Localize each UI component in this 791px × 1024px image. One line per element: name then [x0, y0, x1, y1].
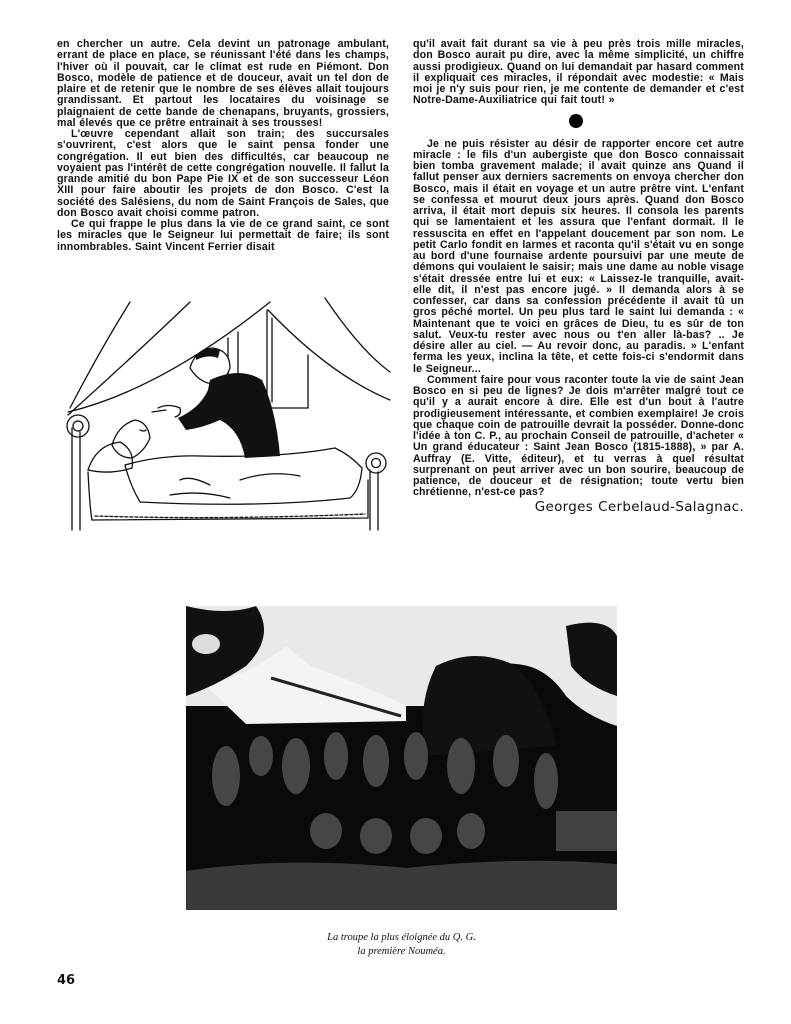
paragraph: L'œuvre cependant allait son train; des succursales s'ouvrirent, c'est alors que le saint pensa fonder une congrégation. Il eut bien des difficultés, car beaucoup ne voyaient pas l'intérêt de cette congrégation nouvelle. Il fallut la grande amitié du bon Pape Pie IX et de son successeur Léon XIII pour faire aboutir les projets de don Bosco. C'est la société des Salésiens, du nom de Saint François de Sales, que don Bosco avait choisi comme patron.: [57, 128, 389, 219]
page-number: 46: [57, 973, 76, 988]
paragraph: Je ne puis résister au désir de rapporter encore cet autre miracle : le fils d'un aubergiste que don Bosco connaissait bien tomba gravement malade; il avait quinze ans Quand il fallut penser aux derniers sacrements on envoya chercher don Bosco, mais il était en voyage et un autre prêtre vint. L'enfant se confessa et mourut deux jours après. Quand don Bosco arriva, il était mort depuis six heures. Il consola les parents qui se lamentaient et les assura que l'enfant dormait. Il le ressuscita en effet en l'appelant doucement par son nom. Le petit Carlo fondit en larmes et raconta qu'il s'était vu en songe au bord d'une fournaise ardente poursuivi par une meute de démons qui voulaient le saisir; mais une dame au noble visage s'était dressée entre lui et eux: « Laissez-le tranquille, avait-elle dit, il n'est pas encore jugé. » Il demanda alors à se confesser, car dans sa confession précédente il avait tû un gros péché mortel. Un peu plus tard le saint lui demanda : « Maintenant que te voici en grâces de Dieu, tu es sûr de ton salut. Veux-tu rester avec nous ou t'en aller là-bas? .. Je désire aller au ciel. — Au revoir donc, au paradis. » L'enfant ferma les yeux, inclina la tête, et cette fois-ci s'endormit dans le Seigneur...: [413, 137, 744, 375]
article-column-left: [57, 39, 389, 253]
curtain-line: [68, 302, 190, 415]
illustration-drawing: [40, 280, 410, 540]
article-column-right: [413, 39, 744, 513]
photo-image: [186, 606, 617, 910]
priest-figure: [178, 348, 280, 458]
paragraph: en chercher un autre. Cela devint un patronage ambulant, errant de place en place, se réunissant l'été dans les champs, l'hiver où il pouvait, car le climat est rude en Piémont. Don Bosco, modèle de patience et de douceur, avait un tel don de plaire et de retenir que le nombre de ses élèves allait toujours grandissant. Et partout les locataires du voisinage se plaignaient de cette bande de chenapans, bruyants, grossiers, mal élevés que ce prêtre entrainait à ses trousses!: [57, 38, 389, 129]
caption-line: La troupe la plus éloignée du Q. G.: [327, 932, 476, 943]
paragraph: Ce qui frappe le plus dans la vie de ce grand saint, ce sont les miracles que le Seigneur lui permettait de faire; ils sont innombrables. Saint Vincent Ferrier disait: [57, 218, 389, 253]
curtain-line: [325, 298, 390, 372]
curtain-line: [268, 310, 390, 400]
filled-circle-bullet-icon: [569, 114, 583, 128]
author-signature: Georges Cerbelaud-Salagnac.: [534, 498, 744, 515]
scout-troop-photo: [186, 606, 617, 910]
illustration-priest-at-bedside: [40, 280, 410, 540]
paragraph: qu'il avait fait durant sa vie à peu près trois mille miracles, don Bosco aurait pu dire, avec la même simplicité, un chiffre aussi prodigieux. Quand on lui demandait par hasard comment il expliquait ces miracles, il répondait avec modestie: « Mais moi je n'y suis pour rien, je me contente de demander et c'est Notre-Dame-Auxiliatrice qui fait tout! »: [413, 38, 744, 107]
caption-line: la première Nouméa.: [357, 946, 446, 957]
photo-caption: [186, 931, 617, 959]
paragraph: Comment faire pour vous raconter toute la vie de saint Jean Bosco en si peu de lignes? Je dois m'arrêter malgré tout ce qu'il y a aurait encore à dire. Elle est d'un bout à l'autre prodigieusement intéressante, et combien exemplaire! Je crois que chaque coin de patrouille devrait la posséder. Donne-donc l'idée à ton C. P., au prochain Conseil de patrouille, d'acheter « Un grand éducateur : Saint Jean Bosco (1815-1888), » par A. Auffray (E. Vitte, éditeur), et tu verras à quel résultat surprenant on peut arriver avec un bon sourire, beaucoup de patience, de douceur et de résignation; toute vertu bien chrétienne, n'est-ce pas?: [413, 373, 744, 499]
curtain-line: [70, 302, 130, 408]
